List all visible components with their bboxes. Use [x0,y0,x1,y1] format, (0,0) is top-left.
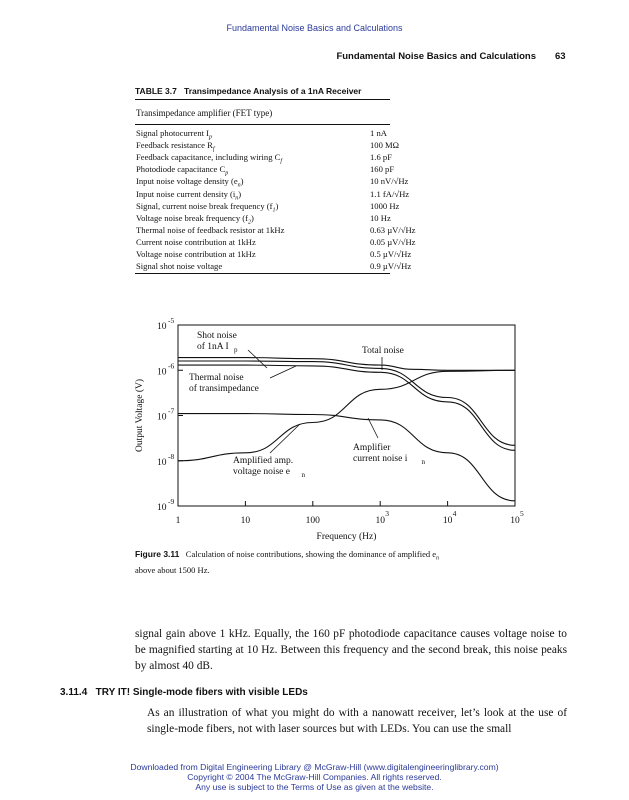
table-row-label [136,189,241,202]
row-label-tail: ) [251,212,254,223]
table-row-label [136,213,254,226]
footer-line-3: Any use is subject to the Terms of Use as given at the website. [195,782,434,792]
table-row-label [136,225,284,238]
row-label-text: Feedback capacitance, including wiring C [136,152,281,163]
annotation-subscript: n [301,471,305,479]
row-label-text: Voltage noise contribution at 1kHz [136,249,256,259]
series-line [178,414,515,501]
table-row-value: 1 nA [370,128,387,138]
table-bottom-rule [135,273,390,274]
row-label-text: Input noise voltage density (e [136,176,238,187]
annotation-line2: of transimpedance [189,384,259,394]
table-row-value: 0.5 µV/√Hz [370,249,412,259]
table-row-label [136,237,256,250]
table-row-label [136,201,278,214]
table-row-value: 1000 Hz [370,200,400,211]
x-tick-exponent: 5 [520,509,524,518]
running-head [0,51,566,62]
row-label-subscript: f [280,158,283,165]
row-label-text: Voltage noise break frequency (f [136,212,248,223]
annotation-line1: Amplified amp. [233,456,294,466]
table-row-value: 0.63 µV/√Hz [370,224,416,235]
annotation-line1: Thermal noise [189,373,244,383]
table-label: TABLE 3.7 [135,86,177,96]
x-tick-label: 100 [305,516,320,526]
row-label-subscript: p [209,134,213,141]
y-tick-exponent: -7 [168,406,175,416]
x-tick-label: 10 [375,516,385,526]
row-label-text: Signal, current noise break frequency (f [136,200,273,211]
annotation-line2: voltage noise e [233,467,290,477]
table-row-label [136,164,228,177]
x-tick-label: 1 [175,516,181,526]
y-tick-exponent: -6 [168,361,175,371]
row-label-subscript: 1 [272,207,276,214]
table-row-label [136,249,256,262]
table-title: Transimpedance Analysis of a 1nA Receiver [183,86,362,96]
annotation-subscript: p [234,346,238,354]
table-row-value: 0.05 µV/√Hz [370,236,416,247]
annotation-subscript: n [421,458,425,466]
y-tick-exponent: -8 [168,451,175,461]
x-tick-exponent: 3 [385,509,389,518]
x-tick-label: 10 [510,516,520,526]
table-row-value: 10 nV/√Hz [370,176,409,187]
y-tick-label: 10 [157,367,167,378]
x-axis-label: Frequency (Hz) [316,532,377,542]
row-label-text: Input noise current density (i [136,188,236,199]
figure-caption [135,549,535,576]
row-label-text: Thermal noise of feedback resistor at 1kHz [136,224,285,235]
row-label-tail: ) [240,176,244,187]
noise-chart [120,310,540,550]
table-mid-rule [135,124,390,125]
table-row-value: 10 Hz [370,212,391,223]
row-label-text: Current noise contribution at 1kHz [136,236,256,247]
section-number: 3.11.4 [60,687,88,698]
page-number: 63 [555,51,566,62]
body-paragraph-1: signal gain above 1 kHz. Equally, the 160 pF photodiode capacitance causes voltage noise to be magnified starting at 10 Hz. Between this frequency and the second break, this noise peaks by almost 40 dB. [135,628,567,672]
y-tick-label: 10 [157,457,167,468]
table-top-rule [135,99,390,100]
y-tick-label: 10 [157,322,167,332]
x-tick-label: 10 [442,516,453,526]
row-label-subscript: 2 [248,219,251,226]
y-axis-label: Output Voltage (V) [135,378,145,453]
row-label-text: Signal shot noise voltage [136,261,223,272]
row-label-subscript: p [225,171,229,178]
footer-line-1[interactable]: Downloaded from Digital Engineering Library @ McGraw-Hill (www.digitalengineeringlibrary.com) [130,762,499,772]
figure-label: Figure 3.11 [135,549,180,559]
table-caption [135,86,361,96]
row-label-subscript: f [212,146,215,153]
series-line [178,358,515,371]
annotation-line1: Total noise [362,346,404,356]
table-subheader: Transimpedance amplifier (FET type) [136,108,273,118]
y-tick-exponent: -9 [168,497,175,506]
row-label-tail: ) [275,200,279,211]
table-row-label [136,140,215,153]
annotation-line1: Shot noise [197,331,237,341]
table-row-label [136,128,212,141]
running-head-text: Fundamental Noise Basics and Calculations [336,51,536,62]
annotation-leader [270,366,296,378]
table-row-label [136,152,282,165]
section-title: TRY IT! Single-mode fibers with visible LEDs [95,687,308,698]
row-label-subscript: n [237,183,241,190]
row-label-text: Signal photocurrent I [136,128,210,138]
row-label-tail: ) [238,188,242,199]
table-row-label [136,176,244,189]
row-label-text: Feedback resistance R [136,140,213,151]
body-paragraph-2: As an illustration of what you might do with a nanowatt receiver, let’s look at the use of single-mode fibers, not with laser sources but with LEDs. You can use the small [147,707,567,735]
figure-caption-text-2: above about 1500 Hz. [135,564,210,575]
annotation-leader [368,418,378,438]
table-row-value: 0.9 µV/√Hz [370,261,412,272]
table-row-value: 1.1 fA/√Hz [370,188,410,199]
annotation-leader [270,424,300,453]
section-heading [60,687,308,698]
figure-caption-text: Calculation of noise contributions, showing the dominance of amplified e [185,549,437,559]
annotation-line2: current noise i [353,454,408,464]
top-banner: Fundamental Noise Basics and Calculations [226,23,403,33]
table-row-value: 1.6 pF [370,152,392,163]
annotation-line1: Amplifier [353,443,391,453]
table-row-value: 160 pF [370,164,395,175]
y-tick-label: 10 [157,412,167,423]
y-tick-label: 10 [157,503,167,513]
y-tick-exponent: -5 [168,316,175,325]
row-label-subscript: n [235,195,239,202]
table-row-label [136,261,222,274]
footer-line-2: Copyright © 2004 The McGraw-Hill Companies. All rights reserved. [187,772,442,782]
table-row-value: 100 MΩ [370,140,400,151]
x-tick-exponent: 4 [452,509,457,518]
x-tick-label: 10 [240,516,251,526]
annotation-line2: of 1nA I [197,342,229,352]
row-label-text: Photodiode capacitance C [136,164,226,175]
plot-frame [178,325,515,506]
figure-caption-sub: n [436,555,440,562]
